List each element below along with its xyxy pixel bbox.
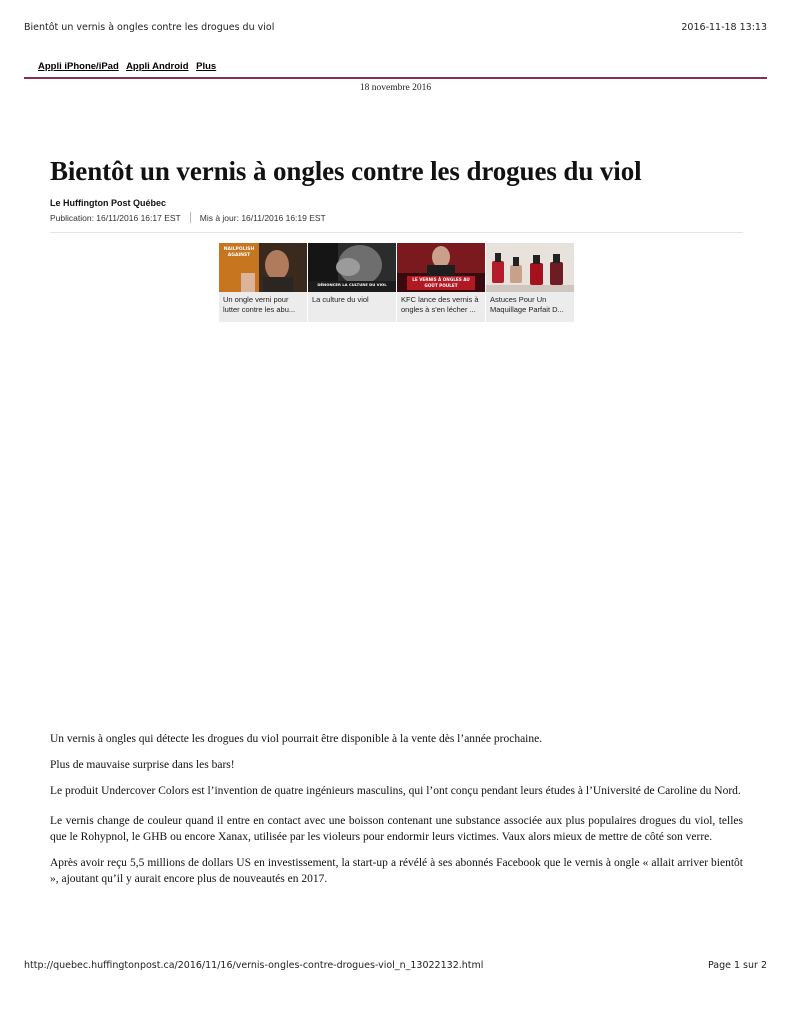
print-footer-page: Page 1 sur 2 bbox=[707, 960, 767, 971]
thumbnail-overlay-text: NAILPOLISH AGAINST bbox=[223, 247, 255, 258]
edition-date: 18 novembre 2016 bbox=[359, 83, 432, 93]
print-footer bbox=[24, 960, 767, 971]
body-paragraph: Le vernis change de couleur quand il entre en contact avec une boisson contenant une substance associée aux plus populaires drogues du viol, telles que le Rohypnol, le GHB ou encore Xanax, utilisée par les violeurs pour endormir leurs victimes. Vaux alors mieux de mettre de côté son verre. bbox=[50, 815, 743, 843]
related-card[interactable] bbox=[219, 243, 307, 322]
related-videos bbox=[219, 243, 575, 322]
body-paragraph: Après avoir reçu 5,5 millions de dollars US en investissement, la start-up a révélé à ses abonnés Facebook que le vernis à ongle « allait arriver bientôt », ajoutant qu’il y aurait encore plus de nouveautés en 2017. bbox=[50, 857, 743, 885]
thumbnail-overlay-text: DÉNONCER LA CULTURE DU VIOL bbox=[317, 282, 387, 287]
thumbnail-overlay-text: LE VERNIS À ONGLES AU GOÛT POULET bbox=[412, 277, 470, 288]
body-paragraph: Le produit Undercover Colors est l’invention de quatre ingénieurs masculins, qui l’ont conçu pendant leurs études à l’Université de Caroline du Nord. bbox=[50, 785, 741, 797]
publication-info bbox=[50, 212, 326, 223]
print-header-title: Bientôt un vernis à ongles contre les drogues du viol bbox=[24, 22, 275, 33]
body-paragraph: Plus de mauvaise surprise dans les bars! bbox=[50, 759, 235, 771]
video-thumbnail bbox=[486, 243, 574, 292]
related-card-caption: Astuces Pour Un Maquillage Parfait D... bbox=[490, 295, 564, 314]
print-header bbox=[24, 22, 767, 33]
video-thumbnail bbox=[308, 243, 396, 292]
nav-link-plus[interactable]: Plus bbox=[196, 61, 217, 72]
related-card-caption: Un ongle verni pour lutter contre les abu... bbox=[223, 295, 296, 314]
article-body bbox=[50, 731, 743, 897]
title-divider bbox=[50, 232, 743, 233]
related-card-caption: La culture du viol bbox=[312, 295, 369, 304]
nav-link-android[interactable]: Appli Android bbox=[126, 61, 189, 72]
article-byline[interactable]: Le Huffington Post Québec bbox=[50, 198, 166, 208]
top-nav bbox=[38, 61, 221, 72]
article-title: Bientôt un vernis à ongles contre les drogues du viol bbox=[50, 156, 642, 186]
print-header-datetime: 2016-11-18 13:13 bbox=[681, 22, 767, 33]
video-thumbnail bbox=[397, 243, 485, 292]
header-divider bbox=[24, 77, 767, 79]
related-card[interactable] bbox=[397, 243, 485, 322]
body-paragraph: Un vernis à ongles qui détecte les drogues du viol pourrait être disponible à la vente dès l’année prochaine. bbox=[50, 733, 543, 745]
meta-separator bbox=[190, 212, 191, 223]
related-card[interactable] bbox=[308, 243, 396, 322]
related-card-caption: KFC lance des vernis à ongles à s'en lécher ... bbox=[401, 295, 479, 314]
related-card[interactable] bbox=[486, 243, 574, 322]
video-thumbnail bbox=[219, 243, 307, 292]
updated-date: Mis à jour: 16/11/2016 16:19 EST bbox=[199, 212, 326, 223]
nav-link-iphone-ipad[interactable]: Appli iPhone/iPad bbox=[38, 61, 119, 72]
print-footer-url: http://quebec.huffingtonpost.ca/2016/11/16/vernis-ongles-contre-drogues-viol_n_13022132.html bbox=[24, 960, 484, 971]
published-date: Publication: 16/11/2016 16:17 EST bbox=[50, 212, 181, 223]
